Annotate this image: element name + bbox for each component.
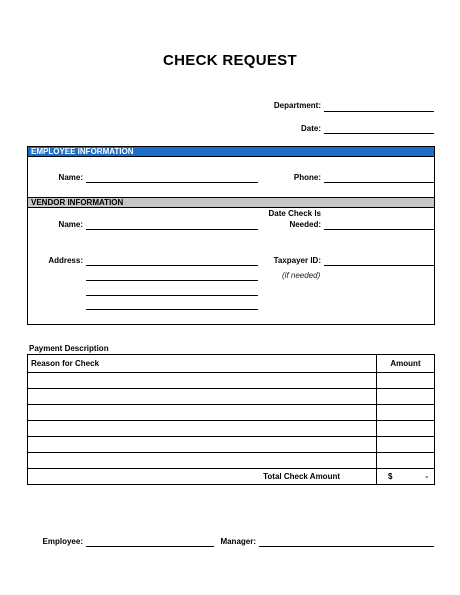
- reason-cell[interactable]: [28, 453, 377, 469]
- amount-cell[interactable]: [377, 421, 435, 437]
- address-line-3[interactable]: [86, 295, 258, 296]
- employee-name-field[interactable]: [86, 182, 258, 183]
- table-row: [28, 389, 435, 405]
- date-label: Date:: [300, 124, 321, 133]
- phone-field[interactable]: [324, 182, 434, 183]
- vendor-section-box: [27, 207, 435, 325]
- date-field[interactable]: [324, 133, 434, 134]
- date-needed-field[interactable]: [324, 229, 434, 230]
- taxpayer-id-note: (if needed): [282, 271, 321, 280]
- table-row: [28, 405, 435, 421]
- reason-cell[interactable]: [28, 405, 377, 421]
- table-row: [28, 453, 435, 469]
- table-row: [28, 373, 435, 389]
- address-label: Address:: [48, 256, 83, 265]
- date-needed-label-line1: Date Check Is: [268, 209, 321, 218]
- reason-cell[interactable]: [28, 373, 377, 389]
- amount-cell[interactable]: [377, 373, 435, 389]
- amount-cell[interactable]: [377, 453, 435, 469]
- date-needed-label-line2: Needed:: [289, 220, 321, 229]
- employee-name-label: Name:: [58, 173, 83, 182]
- taxpayer-id-field[interactable]: [324, 265, 434, 266]
- payment-table-header: [28, 355, 435, 373]
- address-line-2[interactable]: [86, 280, 258, 281]
- payment-table: [27, 354, 435, 485]
- amount-column-header: Amount: [377, 355, 435, 373]
- employee-section-box: [27, 156, 435, 198]
- manager-signature-field[interactable]: [259, 546, 434, 547]
- address-line-4[interactable]: [86, 309, 258, 310]
- table-row: [28, 421, 435, 437]
- table-row: [28, 437, 435, 453]
- vendor-name-field[interactable]: [86, 229, 258, 230]
- reason-cell[interactable]: [28, 437, 377, 453]
- employee-section-title: EMPLOYEE INFORMATION: [31, 147, 134, 156]
- employee-signature-label: Employee:: [42, 537, 83, 546]
- manager-signature-label: Manager:: [220, 537, 256, 546]
- department-label: Department:: [273, 101, 321, 110]
- reason-cell[interactable]: [28, 421, 377, 437]
- total-currency: $: [388, 472, 393, 481]
- vendor-name-label: Name:: [58, 220, 83, 229]
- page-title: CHECK REQUEST: [163, 52, 297, 69]
- amount-cell[interactable]: [377, 389, 435, 405]
- department-field[interactable]: [324, 111, 434, 112]
- phone-label: Phone:: [293, 173, 321, 182]
- reason-column-header: Reason for Check: [28, 355, 377, 373]
- employee-signature-field[interactable]: [86, 546, 214, 547]
- vendor-section-title: VENDOR INFORMATION: [31, 198, 124, 207]
- payment-description-title: Payment Description: [29, 344, 109, 353]
- amount-cell[interactable]: [377, 437, 435, 453]
- total-label: Total Check Amount: [28, 469, 377, 485]
- total-value: -: [425, 472, 428, 481]
- reason-cell[interactable]: [28, 389, 377, 405]
- taxpayer-id-label: Taxpayer ID:: [273, 256, 321, 265]
- total-amount-cell: [377, 469, 435, 485]
- address-line-1[interactable]: [86, 265, 258, 266]
- amount-cell[interactable]: [377, 405, 435, 421]
- total-row: [28, 469, 435, 485]
